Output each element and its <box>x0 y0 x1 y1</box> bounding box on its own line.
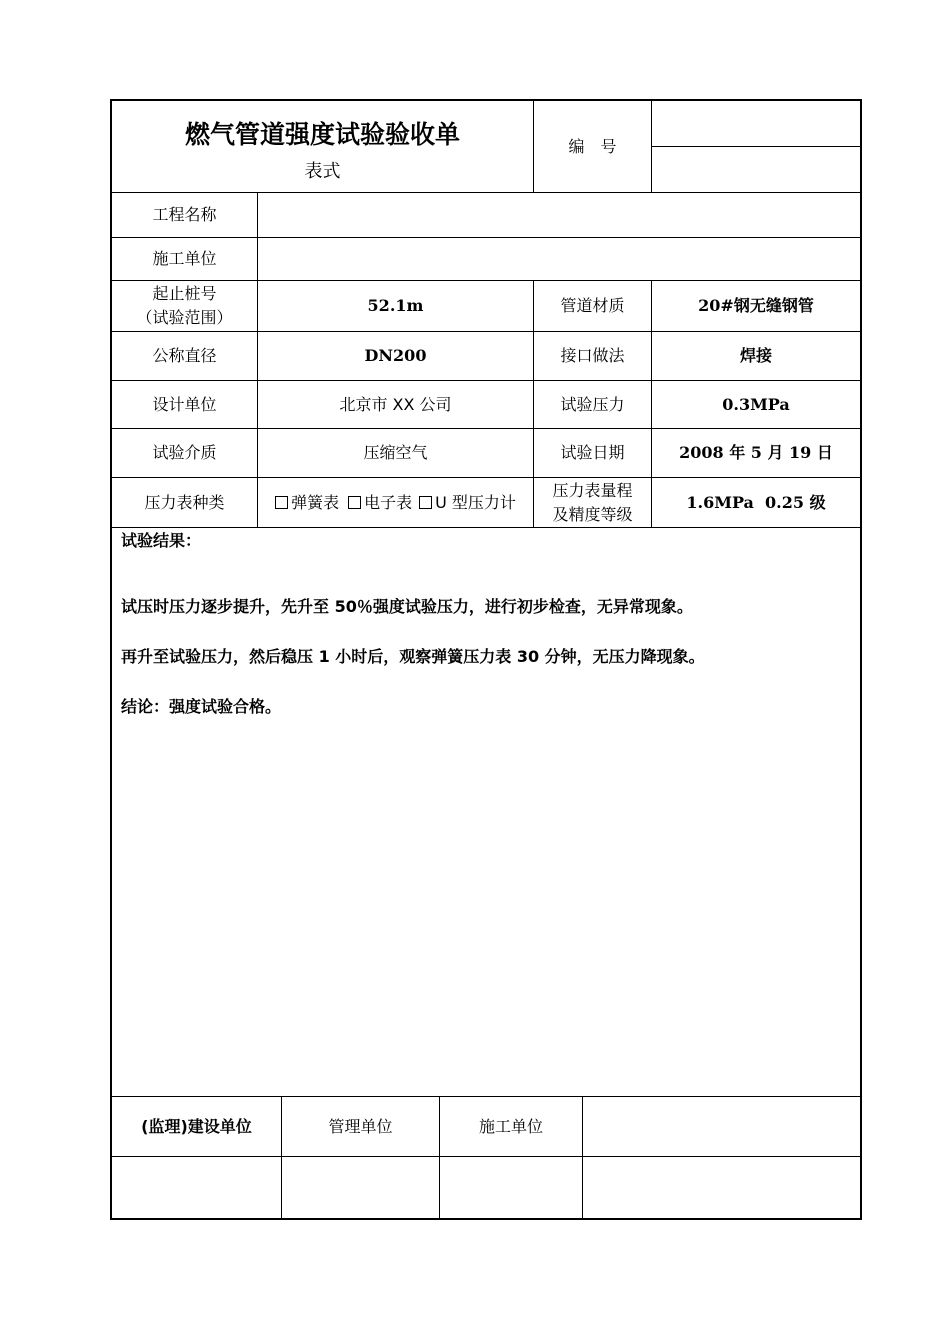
material-value: 20#钢无缝钢管 <box>698 296 814 315</box>
gauge-range-label-line1: 压力表量程 <box>552 480 633 500</box>
gauge-option-u-type[interactable]: U 型压力计 <box>419 491 516 515</box>
gauge-range-label <box>534 478 651 527</box>
extra-signature[interactable] <box>583 1157 860 1218</box>
construction-unit-value[interactable] <box>258 238 860 280</box>
supervisor-signature[interactable] <box>112 1157 281 1218</box>
range-value: 52.1m <box>367 296 424 315</box>
gauge-options <box>258 478 533 527</box>
number-label: 编 号 <box>568 136 617 156</box>
construction-sign-label: 施工单位 <box>478 1116 543 1136</box>
gauge-range-value: 1.6MPa 0.25 级 <box>686 492 826 512</box>
result-line-1: 试压时压力逐步提升，先升至 50％强度试验压力，进行初步检查，无异常现象。 <box>121 597 693 616</box>
medium-label: 试验介质 <box>152 443 217 462</box>
date-value: 2008 年 5 月 19 日 <box>679 443 833 462</box>
number-field-2[interactable] <box>652 147 860 192</box>
divider <box>111 527 861 528</box>
material-label: 管道材质 <box>560 296 625 315</box>
date-label: 试验日期 <box>560 443 625 462</box>
management-signature[interactable] <box>282 1157 439 1218</box>
supervisor-label: (监理)建设单位 <box>141 1116 252 1136</box>
form-subtitle: 表式 <box>304 161 341 182</box>
joint-label: 接口做法 <box>560 346 625 365</box>
project-name-label: 工程名称 <box>152 205 217 224</box>
joint-value: 焊接 <box>739 346 772 365</box>
diameter-label: 公称直径 <box>152 346 217 365</box>
checkbox-icon <box>275 496 288 509</box>
gauge-range-label-line2: 及精度等级 <box>552 504 633 524</box>
design-unit-label: 设计单位 <box>152 394 217 414</box>
pressure-label: 试验压力 <box>560 394 625 414</box>
signature-extra-header <box>583 1097 860 1156</box>
pressure-value: 0.3MPa <box>722 394 790 414</box>
range-label <box>112 281 257 331</box>
construction-signature[interactable] <box>440 1157 582 1218</box>
gauge-option-spring[interactable]: 弹簧表 <box>275 491 339 515</box>
medium-value: 压缩空气 <box>363 443 428 462</box>
gauge-type-label: 压力表种类 <box>144 492 225 512</box>
result-line-2: 再升至试验压力，然后稳压 1 小时后，观察弹簧压力表 30 分钟，无压力降现象。 <box>121 647 705 666</box>
project-name-value[interactable] <box>258 193 860 237</box>
form-title: 燃气管道强度试验验收单 <box>184 120 460 149</box>
construction-unit-label: 施工单位 <box>152 249 217 268</box>
design-unit-value: 北京市 XX 公司 <box>339 394 452 414</box>
diameter-value: DN200 <box>364 346 427 365</box>
management-label: 管理单位 <box>328 1116 393 1136</box>
gauge-option-electronic[interactable]: 电子表 <box>348 491 412 515</box>
result-conclusion: 结论：强度试验合格。 <box>121 697 282 716</box>
range-label-line2: （试验范围） <box>136 308 233 327</box>
checkbox-icon <box>419 496 432 509</box>
result-heading: 试验结果： <box>121 531 202 550</box>
number-field-1[interactable] <box>652 101 860 146</box>
range-label-line1: 起止桩号 <box>152 284 217 303</box>
checkbox-icon <box>348 496 361 509</box>
